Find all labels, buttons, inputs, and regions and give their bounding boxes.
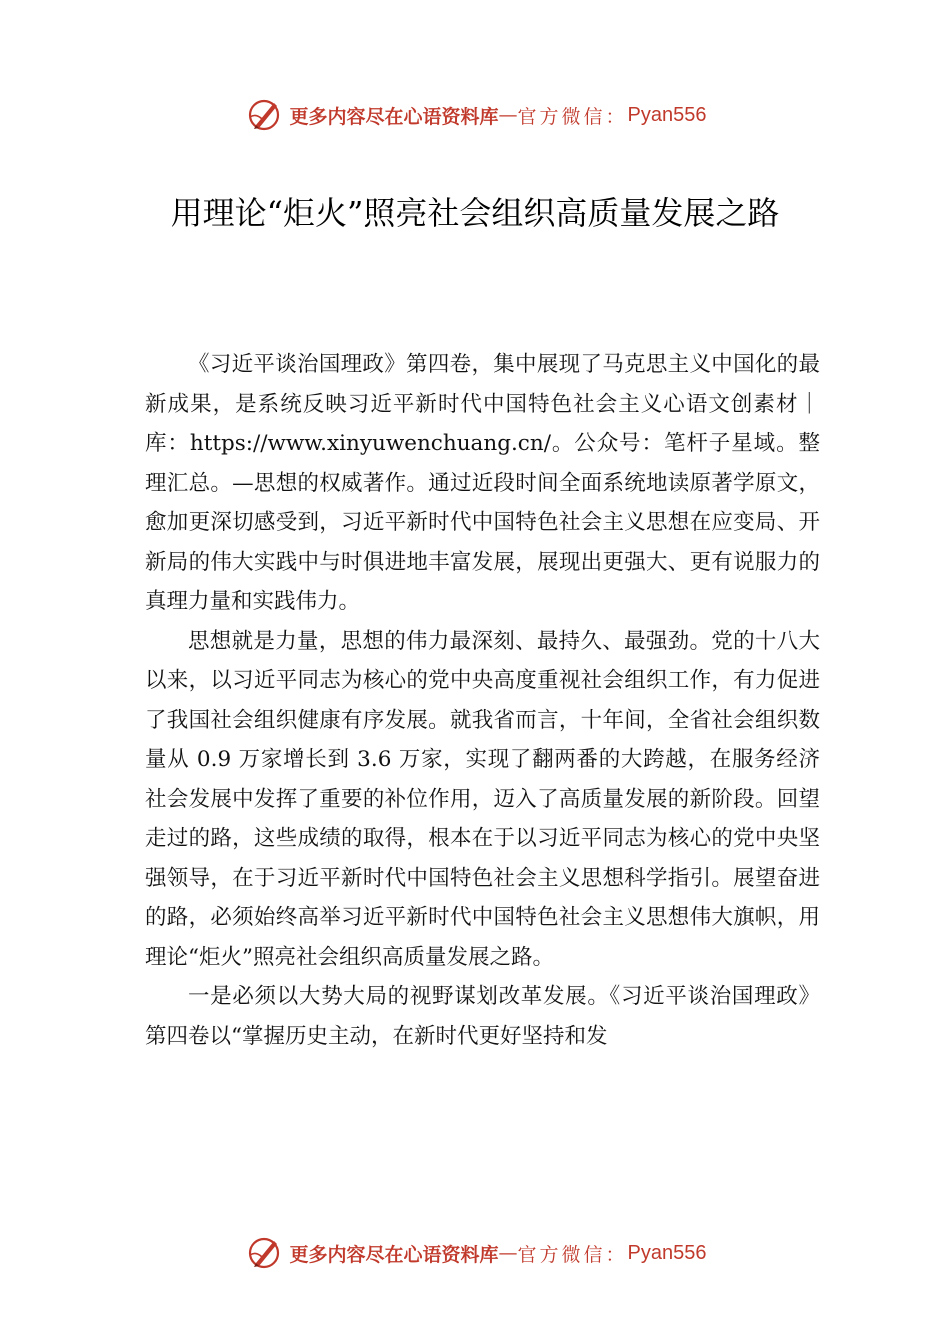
paragraph-2: 思想就是力量，思想的伟力最深刻、最持久、最强劲。党的十八大以来，以习近平同志为核心的党中央高度重视社会组织工作，有力促进了我国社会组织健康有序发展。就我省而言，十年间，全省社会组织数量从 0.9 万家增长到 3.6 万家，实现了翻两番的大跨越，在服务经济社会发展中发挥了重要的补位作用，迈入了高质量发展的新阶段。回望走过的路，这些成绩的取得，根本在于以习近平同志为核心的党中央坚强领导，在于习近平新时代中国特色社会主义思想科学指引。展望奋进的路，必须始终高举习近平新时代中国特色社会主义思想伟大旗帜，用理论“炬火”照亮社会组织高质量发展之路。: [145, 628, 820, 970]
pen-logo-icon: [244, 95, 284, 135]
pen-logo-icon: [244, 1233, 284, 1273]
banner-brand: 更多内容尽在心语资料库: [289, 1243, 499, 1266]
banner-separator: —: [498, 1242, 518, 1264]
header-watermark-banner: [0, 95, 950, 135]
paragraph-1: 《习近平谈治国理政》第四卷，集中展现了马克思主义中国化的最新成果，是系统反映习近平新时代中国特色社会主义心语文创素材｜库：https://www.xinyuwenchuang.cn/。公众号：笔杆子星域。整理汇总。—思想的权威著作。通过近段时间全面系统地读原著学原文，愈加更深切感受到，习近平新时代中国特色社会主义思想在应变局、开新局的伟大实践中与时俱进地丰富发展，展现出更强大、更有说服力的真理力量和实践伟力。: [145, 352, 820, 614]
banner-account: Pyan556: [627, 1241, 707, 1264]
banner-separator: —: [498, 104, 518, 126]
banner-wechat-label: 官方微信：: [517, 105, 628, 128]
article-body: [145, 345, 820, 1056]
banner-brand: 更多内容尽在心语资料库: [289, 105, 499, 128]
banner-account: Pyan556: [627, 103, 707, 126]
banner-wechat-label: 官方微信：: [517, 1243, 628, 1266]
footer-watermark-banner: [0, 1233, 950, 1273]
paragraph-3: 一是必须以大势大局的视野谋划改革发展。《习近平谈治国理政》第四卷以“掌握历史主动，在新时代更好坚持和发: [145, 984, 820, 1049]
article-title: 用理论“炬火”照亮社会组织高质量发展之路: [170, 194, 780, 232]
